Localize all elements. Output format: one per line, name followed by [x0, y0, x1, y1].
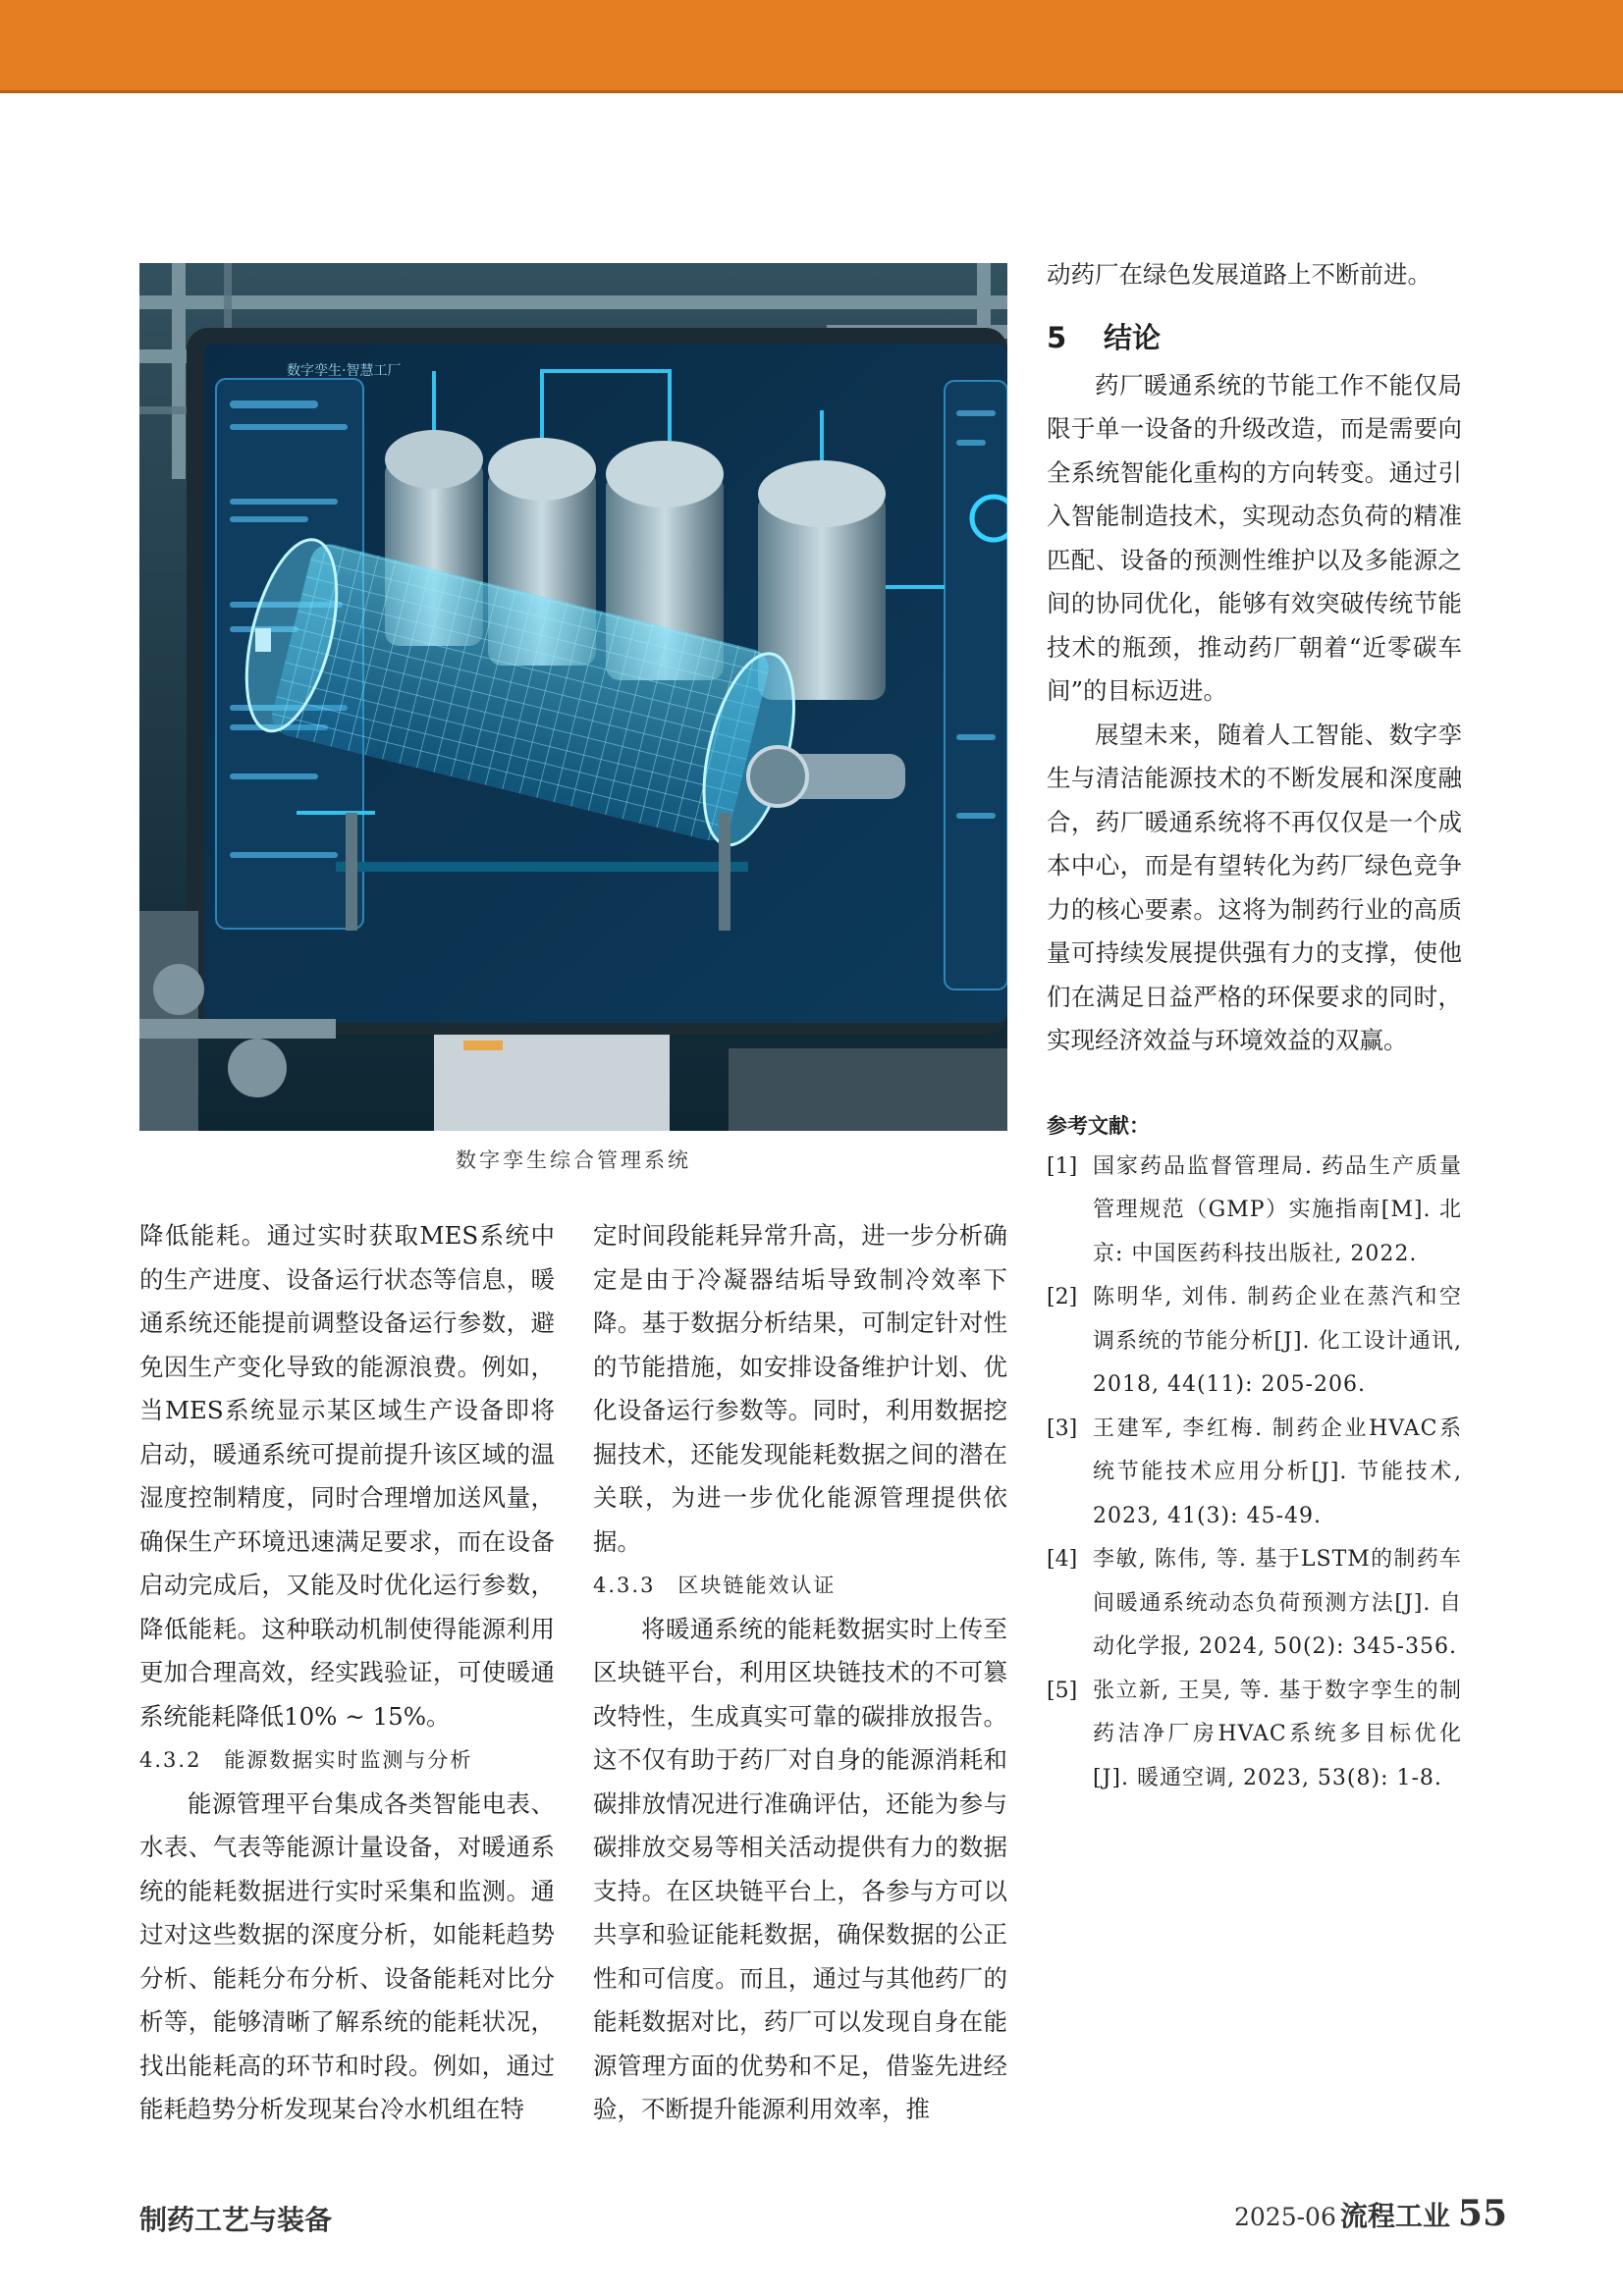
- reference-item: [1047, 1146, 1462, 1277]
- reference-number: [3]: [1047, 1415, 1078, 1441]
- section-number: 5: [1047, 320, 1067, 354]
- page-number: 55: [1457, 2193, 1507, 2234]
- subsection-heading: 4.3.3 区块链能效认证: [593, 1574, 837, 1597]
- reference-number: [4]: [1047, 1547, 1078, 1572]
- continued-paragraph: 动药厂在绿色发展道路上不断前进。: [1047, 260, 1432, 289]
- reference-text: 陈明华, 刘伟. 制药企业在蒸汽和空调系统的节能分析[J]. 化工设计通讯, 2018, 44(11): 205-206.: [1093, 1285, 1462, 1397]
- reference-text: 张立新, 王昊, 等. 基于数字孪生的制药洁净厂房HVAC系统多目标优化[J]. 暖通空调, 2023, 53(8): 1-8.: [1093, 1678, 1462, 1790]
- body-paragraph: 能源管理平台集成各类智能电表、水表、气表等能源计量设备，对暖通系统的能耗数据进行实时采集和监测。通过对这些数据的深度分析，如能耗趋势分析、能耗分布分析、设备能耗对比分析等，能够清晰了解系统的能耗状况，找出能耗高的环节和时段。例如，通过能耗趋势分析发现某台冷水机组在特: [139, 1789, 555, 2123]
- figure-digital-twin-image: [139, 263, 1007, 1131]
- reference-text: 国家药品监督管理局. 药品生产质量管理规范（GMP）实施指南[M]. 北京: 中国医药科技出版社, 2022.: [1093, 1153, 1462, 1266]
- body-column-middle: [593, 1214, 1007, 2132]
- conclusion-paragraph-2: 展望未来，随着人工智能、数字孪生与清洁能源技术的不断发展和深度融合，药厂暖通系统将不再仅仅是一个成本中心，而是有望转化为药厂绿色竞争力的核心要素。这将为制药行业的高质量可持续发展提供强有力的支撑，使他们在满足日益严格的环保要求的同时，实现经济效益与环境效益的双赢。: [1047, 720, 1462, 1054]
- body-column-right: [1047, 253, 1462, 1800]
- screen-title-text: 数字孪生·智慧工厂: [287, 363, 402, 379]
- reference-text: 王建军, 李红梅. 制药企业HVAC系统节能技术应用分析[J]. 节能技术, 2023, 41(3): 45-49.: [1093, 1415, 1462, 1528]
- body-paragraph: 降低能耗。通过实时获取MES系统中的生产进度、设备运行状态等信息，暖通系统还能提前调整设备运行参数，避免因生产变化导致的能源浪费。例如，当MES系统显示某区域生产设备即将启动，暖通系统可提前提升该区域的温湿度控制精度，同时合理增加送风量，确保生产环境迅速满足要求，而在设备启动完成后，又能及时优化运行参数，降低能耗。这种联动机制使得能源利用更加合理高效，经实践验证，可使暖通系统能耗降低10% ~ 15%。: [139, 1221, 555, 1731]
- reference-number: [5]: [1047, 1678, 1078, 1703]
- reference-item: [1047, 1538, 1462, 1670]
- reference-text: 李敏, 陈伟, 等. 基于LSTM的制药车间暖通系统动态负荷预测方法[J]. 自动化学报, 2024, 50(2): 345-356.: [1093, 1547, 1462, 1659]
- reference-item: [1047, 1408, 1462, 1539]
- references-title: 参考文献：: [1047, 1113, 1150, 1138]
- figure-caption: 数字孪生综合管理系统: [456, 1148, 691, 1172]
- body-column-left: [139, 1214, 555, 2132]
- reference-number: [1]: [1047, 1153, 1078, 1179]
- conclusion-paragraph-1: 药厂暖通系统的节能工作不能仅局限于单一设备的升级改造，而是需要向全系统智能化重构的方向转变。通过引入智能制造技术，实现动态负荷的精准匹配、设备的预测性维护以及多能源之间的协同优化，能够有效突破传统节能技术的瓶颈，推动药厂朝着“近零碳车间”的目标迈进。: [1047, 370, 1462, 705]
- reference-item: [1047, 1670, 1462, 1801]
- header-color-bar: [0, 0, 1623, 93]
- reference-item: [1047, 1276, 1462, 1408]
- body-paragraph: 将暖通系统的能耗数据实时上传至区块链平台，利用区块链技术的不可篡改特性，生成真实可靠的碳排放报告。这不仅有助于药厂对自身的能源消耗和碳排放情况进行准确评估，还能为参与碳排放交易等相关活动提供有力的数据支持。在区块链平台上，各参与方可以共享和验证能耗数据，确保数据的公正性和可信度。而且，通过与其他药厂的能耗数据对比，药厂可以发现自身在能源管理方面的优势和不足，借鉴先进经验，不断提升能源利用效率，推: [593, 1614, 1007, 2123]
- references-list: [1047, 1146, 1462, 1801]
- footer-issue-info: [1234, 2193, 1507, 2234]
- footer-section-name: 制药工艺与装备: [139, 2204, 333, 2236]
- body-paragraph: 定时间段能耗异常升高，进一步分析确定是由于冷凝器结垢导致制冷效率下降。基于数据分析结果，可制定针对性的节能措施，如安排设备维护计划、优化设备运行参数等。同时，利用数据挖掘技术，还能发现能耗数据之间的潜在关联，为进一步优化能源管理提供依据。: [593, 1221, 1007, 1556]
- reference-number: [2]: [1047, 1285, 1078, 1309]
- footer-date: 2025-06: [1233, 2203, 1336, 2231]
- section-title: 结论: [1104, 320, 1162, 354]
- footer-magazine: 流程工业: [1339, 2200, 1450, 2232]
- section-heading-conclusion: [1047, 311, 1462, 364]
- subsection-heading: 4.3.2 能源数据实时监测与分析: [139, 1748, 473, 1772]
